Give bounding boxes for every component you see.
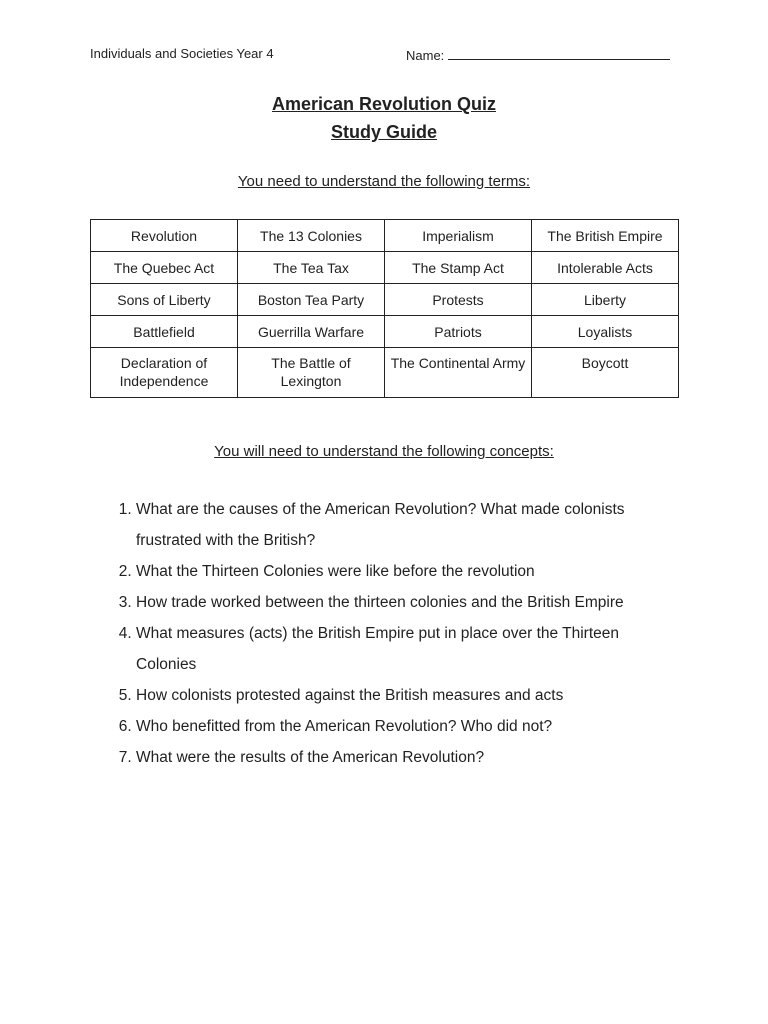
table-cell: The British Empire [532,220,679,252]
table-row [91,284,679,316]
concepts-list [108,494,656,773]
table-row [91,348,679,398]
table-cell: Patriots [385,316,532,348]
table-cell: Declaration of Independence [91,348,238,398]
table-cell: Sons of Liberty [91,284,238,316]
list-item: 1. What are the causes of the American Revolution? What made colonists frustrated with the British? [136,494,656,556]
table-cell: The Quebec Act [91,252,238,284]
concepts-heading: You will need to understand the following concepts: [214,443,554,460]
table-cell: Protests [385,284,532,316]
name-field[interactable] [406,46,670,63]
list-item: 6. Who benefitted from the American Revolution? Who did not? [136,711,656,742]
table-cell: The 13 Colonies [238,220,385,252]
table-row [91,316,679,348]
terms-heading: You need to understand the following terms: [237,173,531,190]
table-cell: Loyalists [532,316,679,348]
list-item: 5. How colonists protested against the British measures and acts [136,680,656,711]
name-blank-line[interactable] [448,46,670,60]
table-cell: Imperialism [385,220,532,252]
list-item: 7. What were the results of the American Revolution? [136,742,656,773]
terms-table [90,219,679,398]
table-cell: Boycott [532,348,679,398]
list-item: 2. What the Thirteen Colonies were like before the revolution [136,556,656,587]
page-subtitle: Study Guide [330,122,437,142]
table-cell: Revolution [91,220,238,252]
table-cell: Guerrilla Warfare [238,316,385,348]
table-row [91,220,679,252]
list-item: 4. What measures (acts) the British Empire put in place over the Thirteen Colonies [136,618,656,680]
course-label: Individuals and Societies Year 4 [90,46,274,61]
list-item: 3. How trade worked between the thirteen colonies and the British Empire [136,587,656,618]
table-cell: The Battle of Lexington [238,348,385,398]
table-cell: The Tea Tax [238,252,385,284]
table-cell: Intolerable Acts [532,252,679,284]
page-title: American Revolution Quiz [271,94,497,114]
table-cell: The Stamp Act [385,252,532,284]
name-label: Name: [406,48,445,63]
table-cell: Liberty [532,284,679,316]
table-cell: Battlefield [91,316,238,348]
table-row [91,252,679,284]
table-cell: The Continental Army [385,348,532,398]
table-cell: Boston Tea Party [238,284,385,316]
